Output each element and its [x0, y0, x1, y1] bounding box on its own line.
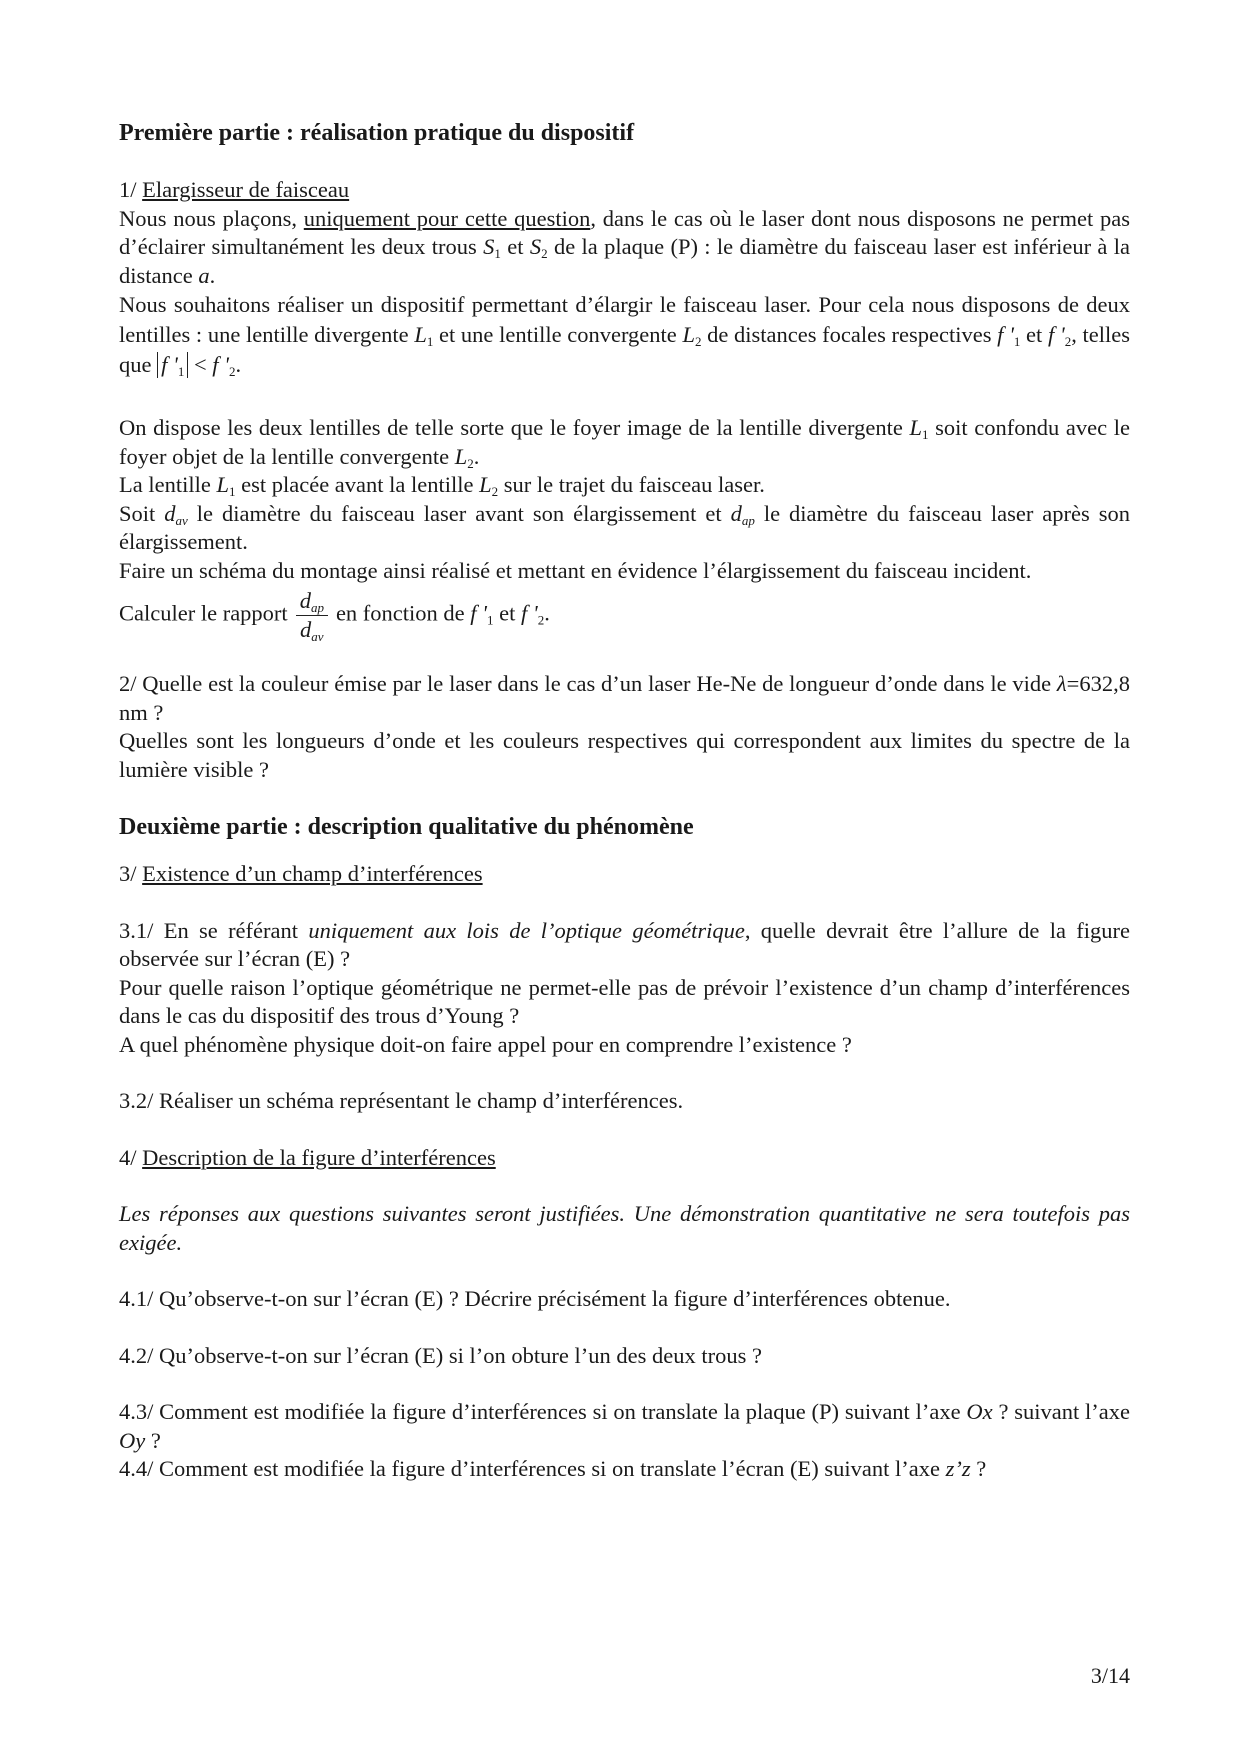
q31-paragraph: 3.1/ En se référant uniquement aux lois de l’optique géométrique, quelle devrait être l’allure de la figure observée sur l’écran (E) ? [119, 917, 1130, 971]
q1-title: Elargisseur de faisceau [142, 177, 350, 202]
part1-title: Première partie : réalisation pratique du dispositif [119, 120, 635, 146]
page-number: 3/14 [1090, 1663, 1130, 1688]
abs-f1: f '$_1$ [157, 352, 188, 378]
q1-paragraph-7: Calculer le rapport $\frac{d_{ap}}{d_{av}}$ en fonction de f '$_1$ et f '$_2$. [119, 588, 550, 644]
q4-title: Description de la figure d’interférences [142, 1144, 496, 1170]
q1-paragraph-6: Faire un schéma du montage ainsi réalisé et mettant en évidence l’élargissement du faisceau incident. [119, 557, 1032, 583]
q43-paragraph: 4.3/ Comment est modifiée la figure d’interférences si on translate la plaque (P) suivant l’axe Ox ? suivant l’axe Oy ? [119, 1399, 1130, 1453]
q2-paragraph-1: 2/ Quelle est la couleur émise par le laser dans le cas d’un laser He-Ne de longueur d’onde dans le vide λ=632,8 nm ? [119, 671, 1130, 725]
q1-paragraph-1: Nous nous plaçons, uniquement pour cette question, dans le cas où le laser dont nous disposons ne permet pas d’éclairer simultanément les deux trous $S_1$ et $S_2$ de la plaque (P) : le diamètre du faisceau laser est inférieur à la distance a. [119, 205, 1130, 288]
q1-paragraph-3: On dispose les deux lentilles de telle sorte que le foyer image de la lentille divergente $L_1$ soit confondu avec le foyer objet de la lentille convergente $L_2$. [119, 415, 1131, 471]
q44-paragraph: 4.4/ Comment est modifiée la figure d’interférences si on translate l’écran (E) suivant l’axe z’z ? [119, 1456, 987, 1481]
q1-paragraph-4: La lentille $L_1$ est placée avant la lentille $L_2$ sur le trajet du faisceau laser. [119, 472, 765, 499]
q31-paragraph-3: A quel phénomène physique doit-on faire appel pour en comprendre l’existence ? [119, 1031, 852, 1057]
q4-heading: 4/ Description de la figure d’interférences [119, 1144, 496, 1170]
q1-paragraph-5: Soit $d_{av}$ le diamètre du faisceau laser avant son élargissement et $d_{ap}$ le diamètre du faisceau laser après son élargissement. [119, 500, 1130, 554]
part2-title: Deuxième partie : description qualitative du phénomène [119, 814, 694, 840]
q2-paragraph-2: Quelles sont les longueurs d’onde et les couleurs respectives qui correspondent aux limites du spectre de la lumière visible ? [119, 728, 1130, 782]
ratio-fraction: $\frac{d_{ap}}{d_{av}}$ [296, 589, 328, 642]
document-page [119, 118, 1130, 1484]
q4-note: Les réponses aux questions suivantes seront justifiées. Une démonstration quantitative ne sera toutefois pas exigée. [119, 1201, 1130, 1255]
q1-paragraph-2: Nous souhaitons réaliser un dispositif permettant d’élargir le faisceau laser. Pour cela nous disposons de deux lentilles : une lentille divergente $L_1$ et une lentille convergente $L_2$ de distances focales respectives f '$_1$ et f '$_2$, telles que f '$_1 < f$ '$_2$. [119, 292, 1130, 379]
q1-heading: 1/ Elargisseur de faisceau [119, 177, 350, 202]
q42-paragraph: 4.2/ Qu’observe-t-on sur l’écran (E) si l’on obture l’un des deux trous ? [119, 1342, 762, 1368]
q41-paragraph: 4.1/ Qu’observe-t-on sur l’écran (E) ? Décrire précisément la figure d’interférences obtenue. [119, 1286, 951, 1311]
q31-paragraph-2: Pour quelle raison l’optique géométrique ne permet-elle pas de prévoir l’existence d’un champ d’interférences dans le cas du dispositif des trous d’Young ? [119, 974, 1130, 1028]
q32-paragraph: 3.2/ Réaliser un schéma représentant le champ d’interférences. [119, 1088, 684, 1113]
q3-title: Existence d’un champ d’interférences [142, 861, 483, 886]
q3-heading: 3/ Existence d’un champ d’interférences [119, 861, 483, 886]
